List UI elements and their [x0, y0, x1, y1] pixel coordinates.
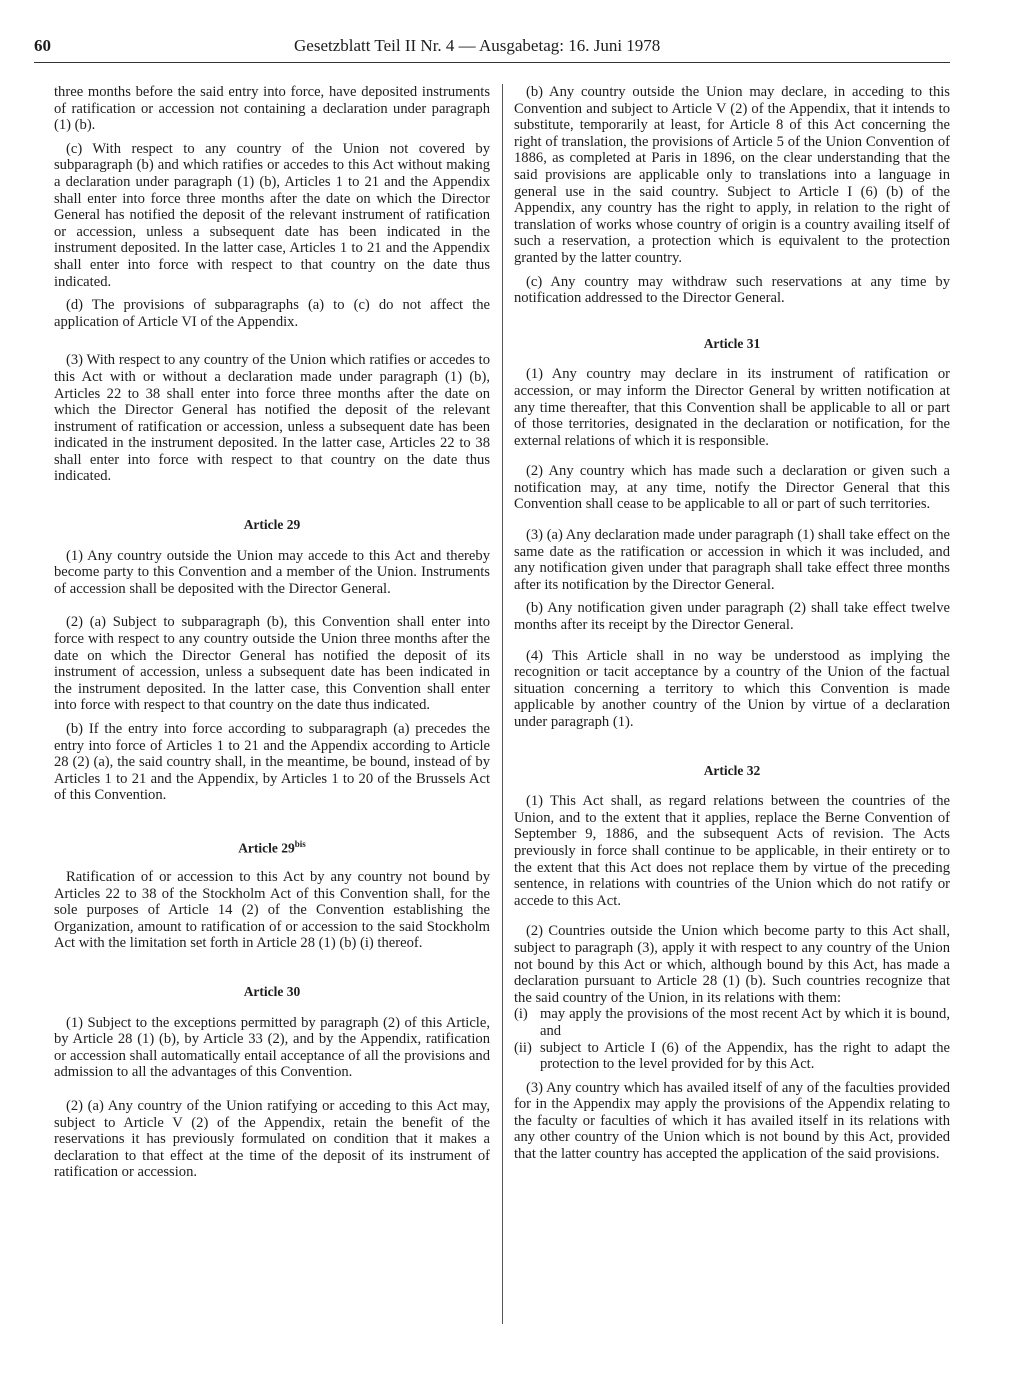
article-29bis-heading-sup: bis [294, 838, 306, 849]
page-header [34, 34, 950, 60]
list-item [514, 1040, 950, 1073]
paragraph: (c) Any country may withdraw such reservations at any time by notification addressed to the Director General. [514, 273, 950, 307]
paragraph: (1) Any country may declare in its instrument of ratification or accession, or may inform the Director General by written notification at any time thereafter, that this Convention shall be applicable to all or part of those territories, designated in the declaration or notification, for the external relations of which it is responsible. [514, 366, 950, 449]
list-item-text: subject to Article I (6) of the Appendix, has the right to adapt the protection to the level provided for by this Act. [540, 1039, 950, 1073]
list-item-text: may apply the provisions of the most recent Act by which it is bound, and [540, 1006, 950, 1039]
article-29bis-heading-text: Article 29 [238, 840, 295, 856]
paragraph: three months before the said entry into force, have deposited instruments of ratification or accession not containing a declaration under paragraph (1) (b). [54, 84, 490, 134]
article-32-heading: Article 32 [703, 762, 761, 778]
paragraph: (4) This Article shall in no way be understood as implying the recognition or tacit acceptance by a country of the Union of the factual situation concerning a territory to which this Convention is made applicable by another country of the Union by virtue of a declaration under paragraph (1). [514, 647, 950, 730]
paragraph: (3) With respect to any country of the Union which ratifies or accedes to this Act with or without a declaration made under paragraph (1) (b), Articles 22 to 38 shall enter into force three months after the date on which the Director General has notified the deposit of the relevant instrument of ratification or accession, unless a subsequent date has been indicated in the instrument deposited. In the latter case, Articles 22 to 38 shall enter into force with respect to that country on the date thus indicated. [54, 352, 490, 485]
paragraph: (3) Any country which has availed itself of any of the faculties provided for in the Appendix may apply the provisions of the Appendix relating to the faculty or faculties of which it has availed itself in its relations with any other country of the Union which is not bound by this Act, provided that the latter country has accepted the application of the said provisions. [514, 1079, 950, 1163]
paragraph: (c) With respect to any country of the Union not covered by subparagraph (b) and which ratifies or accedes to this Act without making a declaration under paragraph (1) (b), Articles 1 to 21 and the Appendix shall enter into force three months after the date on which the Director General has notified the deposit of the relevant instrument of ratification or accession, unless a subsequent date has been indicated in the instrument deposited. In the latter case, Articles 1 to 21 and the Appendix shall enter into force with respect to that country on the date thus indicated. [54, 140, 490, 290]
paragraph: (2) (a) Any country of the Union ratifying or acceding to this Act may, subject to Article V (2) of the Appendix, retain the benefit of the reservations it has previously formulated on condition that it makes a declaration to that effect at the time of the deposit of its instrument of ratification or accession. [54, 1098, 490, 1181]
paragraph: (1) Subject to the exceptions permitted by paragraph (2) of this Article, by Article 28 (1) (b), by Article 33 (2), and by the Appendix, ratification or accession shall automatically entail acceptance of all the provisions and admission to all the advantages of this Convention. [54, 1014, 490, 1081]
right-column [514, 84, 950, 1163]
list-item-number: (i) [514, 1006, 528, 1023]
paragraph: (2) (a) Subject to subparagraph (b), this Convention shall enter into force with respect to any country outside the Union three months after the date on which the Director General has notified the deposit of its instrument of accession, unless a subsequent date has been indicated in the instrument deposited. In the latter case, this Convention shall enter into force with respect to that country on the date thus indicated. [54, 614, 490, 714]
paragraph: Ratification of or accession to this Act by any country not bound by Articles 22 to 38 of the Stockholm Act of this Convention shall, for the sole purposes of Article 14 (2) of the Convention establishing the Organization, amount to ratification of or accession to the said Stockholm Act with the limitation set forth in Article 28 (1) (b) (i) thereof. [54, 869, 490, 952]
left-column [54, 84, 490, 1181]
paragraph: (2) Countries outside the Union which become party to this Act shall, subject to paragraph (3), apply it with respect to any country of the Union not bound by this Act or which, although bound by this Act, has made a declaration pursuant to Article 28 (1) (b). Such countries recognize that the said country of the Union, in its relations with them: [514, 923, 950, 1006]
list-item [514, 1006, 950, 1039]
article-31-heading: Article 31 [703, 335, 761, 351]
paragraph: (1) Any country outside the Union may accede to this Act and thereby become party to this Convention and a member of the Union. Instruments of accession shall be deposited with the Director General. [54, 547, 490, 597]
page-number: 60 [34, 36, 51, 55]
list-item-number: (ii) [514, 1039, 532, 1056]
paragraph: (b) Any country outside the Union may declare, in acceding to this Convention and subject to Article V (2) of the Appendix, that it intends to substitute, temporarily at least, for Article 8 of this Act concerning the right of translation, the provisions of Article 5 of the Union Convention of 1886, as completed at Paris in 1896, on the clear understanding that the said provisions are applicable only to translations into a language in general use in the said country. Subject to Article I (6) (b) of the Appendix, any country has the right to apply, in relation to the right of translation of works whose country of origin is a country availing itself of such a reservation, a protection which is equivalent to the protection granted by the latter country. [514, 84, 950, 266]
column-divider [502, 84, 503, 1324]
article-29-heading: Article 29 [243, 517, 301, 533]
article-29bis-heading [54, 836, 490, 857]
paragraph: (1) This Act shall, as regard relations between the countries of the Union, and to the extent that it applies, replace the Berne Convention of September 9, 1886, and the subsequent Acts of revision. The Acts previously in force shall continue to be applicable, in their entirety or to the extent that this Act does not replace them by virtue of the preceding sentence, in relations with countries of the Union which do not ratify or accede to this Act. [514, 793, 950, 909]
paragraph: (b) Any notification given under paragraph (2) shall take effect twelve months after its receipt by the Director General. [514, 600, 950, 634]
header-rule [34, 62, 950, 63]
paragraph: (3) (a) Any declaration made under paragraph (1) shall take effect on the same date as the ratification or accession in which it was included, and any notification given under that paragraph shall take effect three months after its notification by the Director General. [514, 527, 950, 593]
paragraph: (d) The provisions of subparagraphs (a) to (c) do not affect the application of Article VI of the Appendix. [54, 297, 490, 330]
paragraph: (2) Any country which has made such a declaration or given such a notification may, at any time, notify the Director General that this Convention shall cease to be applicable to all or part of such territories. [514, 463, 950, 513]
paragraph: (b) If the entry into force according to subparagraph (a) precedes the entry into force of Articles 1 to 21 and the Appendix according to Article 28 (2) (a), the said country shall, in the meantime, be bound, instead of by Articles 1 to 21 and the Appendix, by Articles 1 to 20 of the Brussels Act of this Convention. [54, 721, 490, 804]
article-30-heading: Article 30 [243, 984, 301, 1000]
running-title: Gesetzblatt Teil II Nr. 4 — Ausgabetag: 16. Juni 1978 [294, 36, 661, 55]
